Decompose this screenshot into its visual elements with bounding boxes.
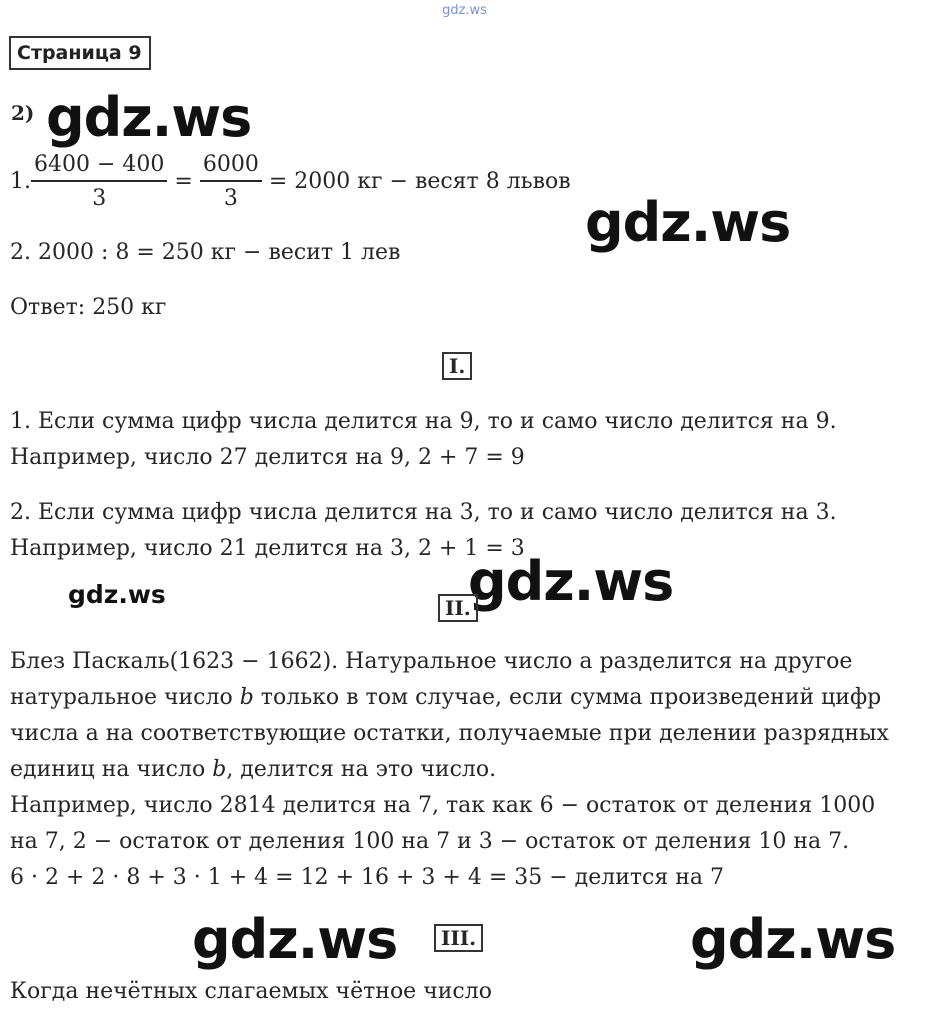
task-number: 2) [11, 101, 35, 125]
section-1-item-2-line-2: Например, число 21 делится на 3, 2 + 1 = 3 [10, 536, 525, 561]
fraction-2-numerator: 6000 [200, 152, 262, 182]
watermark-6: gdz.ws [690, 908, 896, 971]
fraction-1 [31, 152, 167, 212]
variable-b: b [212, 757, 227, 782]
watermark-3: gdz.ws [468, 550, 674, 613]
section-3-line-1: Когда нечётных слагаемых чётное число [10, 979, 492, 1004]
section-1-item-1-line-1: 1. Если сумма цифр числа делится на 9, то и само число делится на 9. [10, 409, 837, 434]
equals-sign: = [174, 169, 193, 194]
fraction-2 [200, 152, 262, 212]
step1-result: = 2000 кг − весят 8 львов [268, 169, 571, 194]
answer-line: Ответ: 250 кг [10, 295, 167, 320]
watermark-5: gdz.ws [192, 908, 398, 971]
watermark-2: gdz.ws [585, 191, 791, 254]
solution-step-1 [10, 152, 571, 212]
watermark-1: gdz.ws [46, 86, 252, 149]
section-2-line-4: единиц на число b, делится на это число. [10, 757, 497, 782]
section-2-line-5: Например, число 2814 делится на 7, так как 6 − остаток от деления 1000 [10, 793, 876, 818]
fraction-2-denominator: 3 [223, 186, 238, 211]
section-3-label: III. [434, 924, 483, 952]
page-label: Страница 9 [9, 36, 151, 70]
section-2-line-6: на 7, 2 − остаток от деления 100 на 7 и 3 − остаток от деления 10 на 7. [10, 829, 850, 854]
watermark-4: gdz.ws [68, 580, 166, 609]
top-watermark: gdz.ws [442, 3, 487, 18]
section-2-line-2: натуральное число b только в том случае, если сумма произведений цифр [10, 685, 882, 710]
section-2-text [10, 644, 925, 896]
section-2-line-7: 6 · 2 + 2 · 8 + 3 · 1 + 4 = 12 + 16 + 3 + 4 = 35 − делится на 7 [10, 865, 725, 890]
section-1-item-1-line-2: Например, число 27 делится на 9, 2 + 7 = 9 [10, 445, 525, 470]
section-2-label: II. [438, 594, 478, 622]
fraction-1-denominator: 3 [92, 186, 107, 211]
solution-step-2: 2. 2000 : 8 = 250 кг − весит 1 лев [10, 240, 401, 265]
section-2-line-3: числа а на соответствующие остатки, получаемые при делении разрядных [10, 721, 889, 746]
section-1-item-2-line-1: 2. Если сумма цифр числа делится на 3, то и само число делится на 3. [10, 500, 837, 525]
section-2-line-1: Блез Паскаль(1623 − 1662). Натуральное число а разделится на другое [10, 649, 853, 674]
fraction-1-numerator: 6400 − 400 [31, 152, 167, 182]
section-1-label: I. [442, 352, 472, 380]
variable-b: b [239, 685, 254, 710]
step1-prefix: 1. [10, 169, 31, 194]
